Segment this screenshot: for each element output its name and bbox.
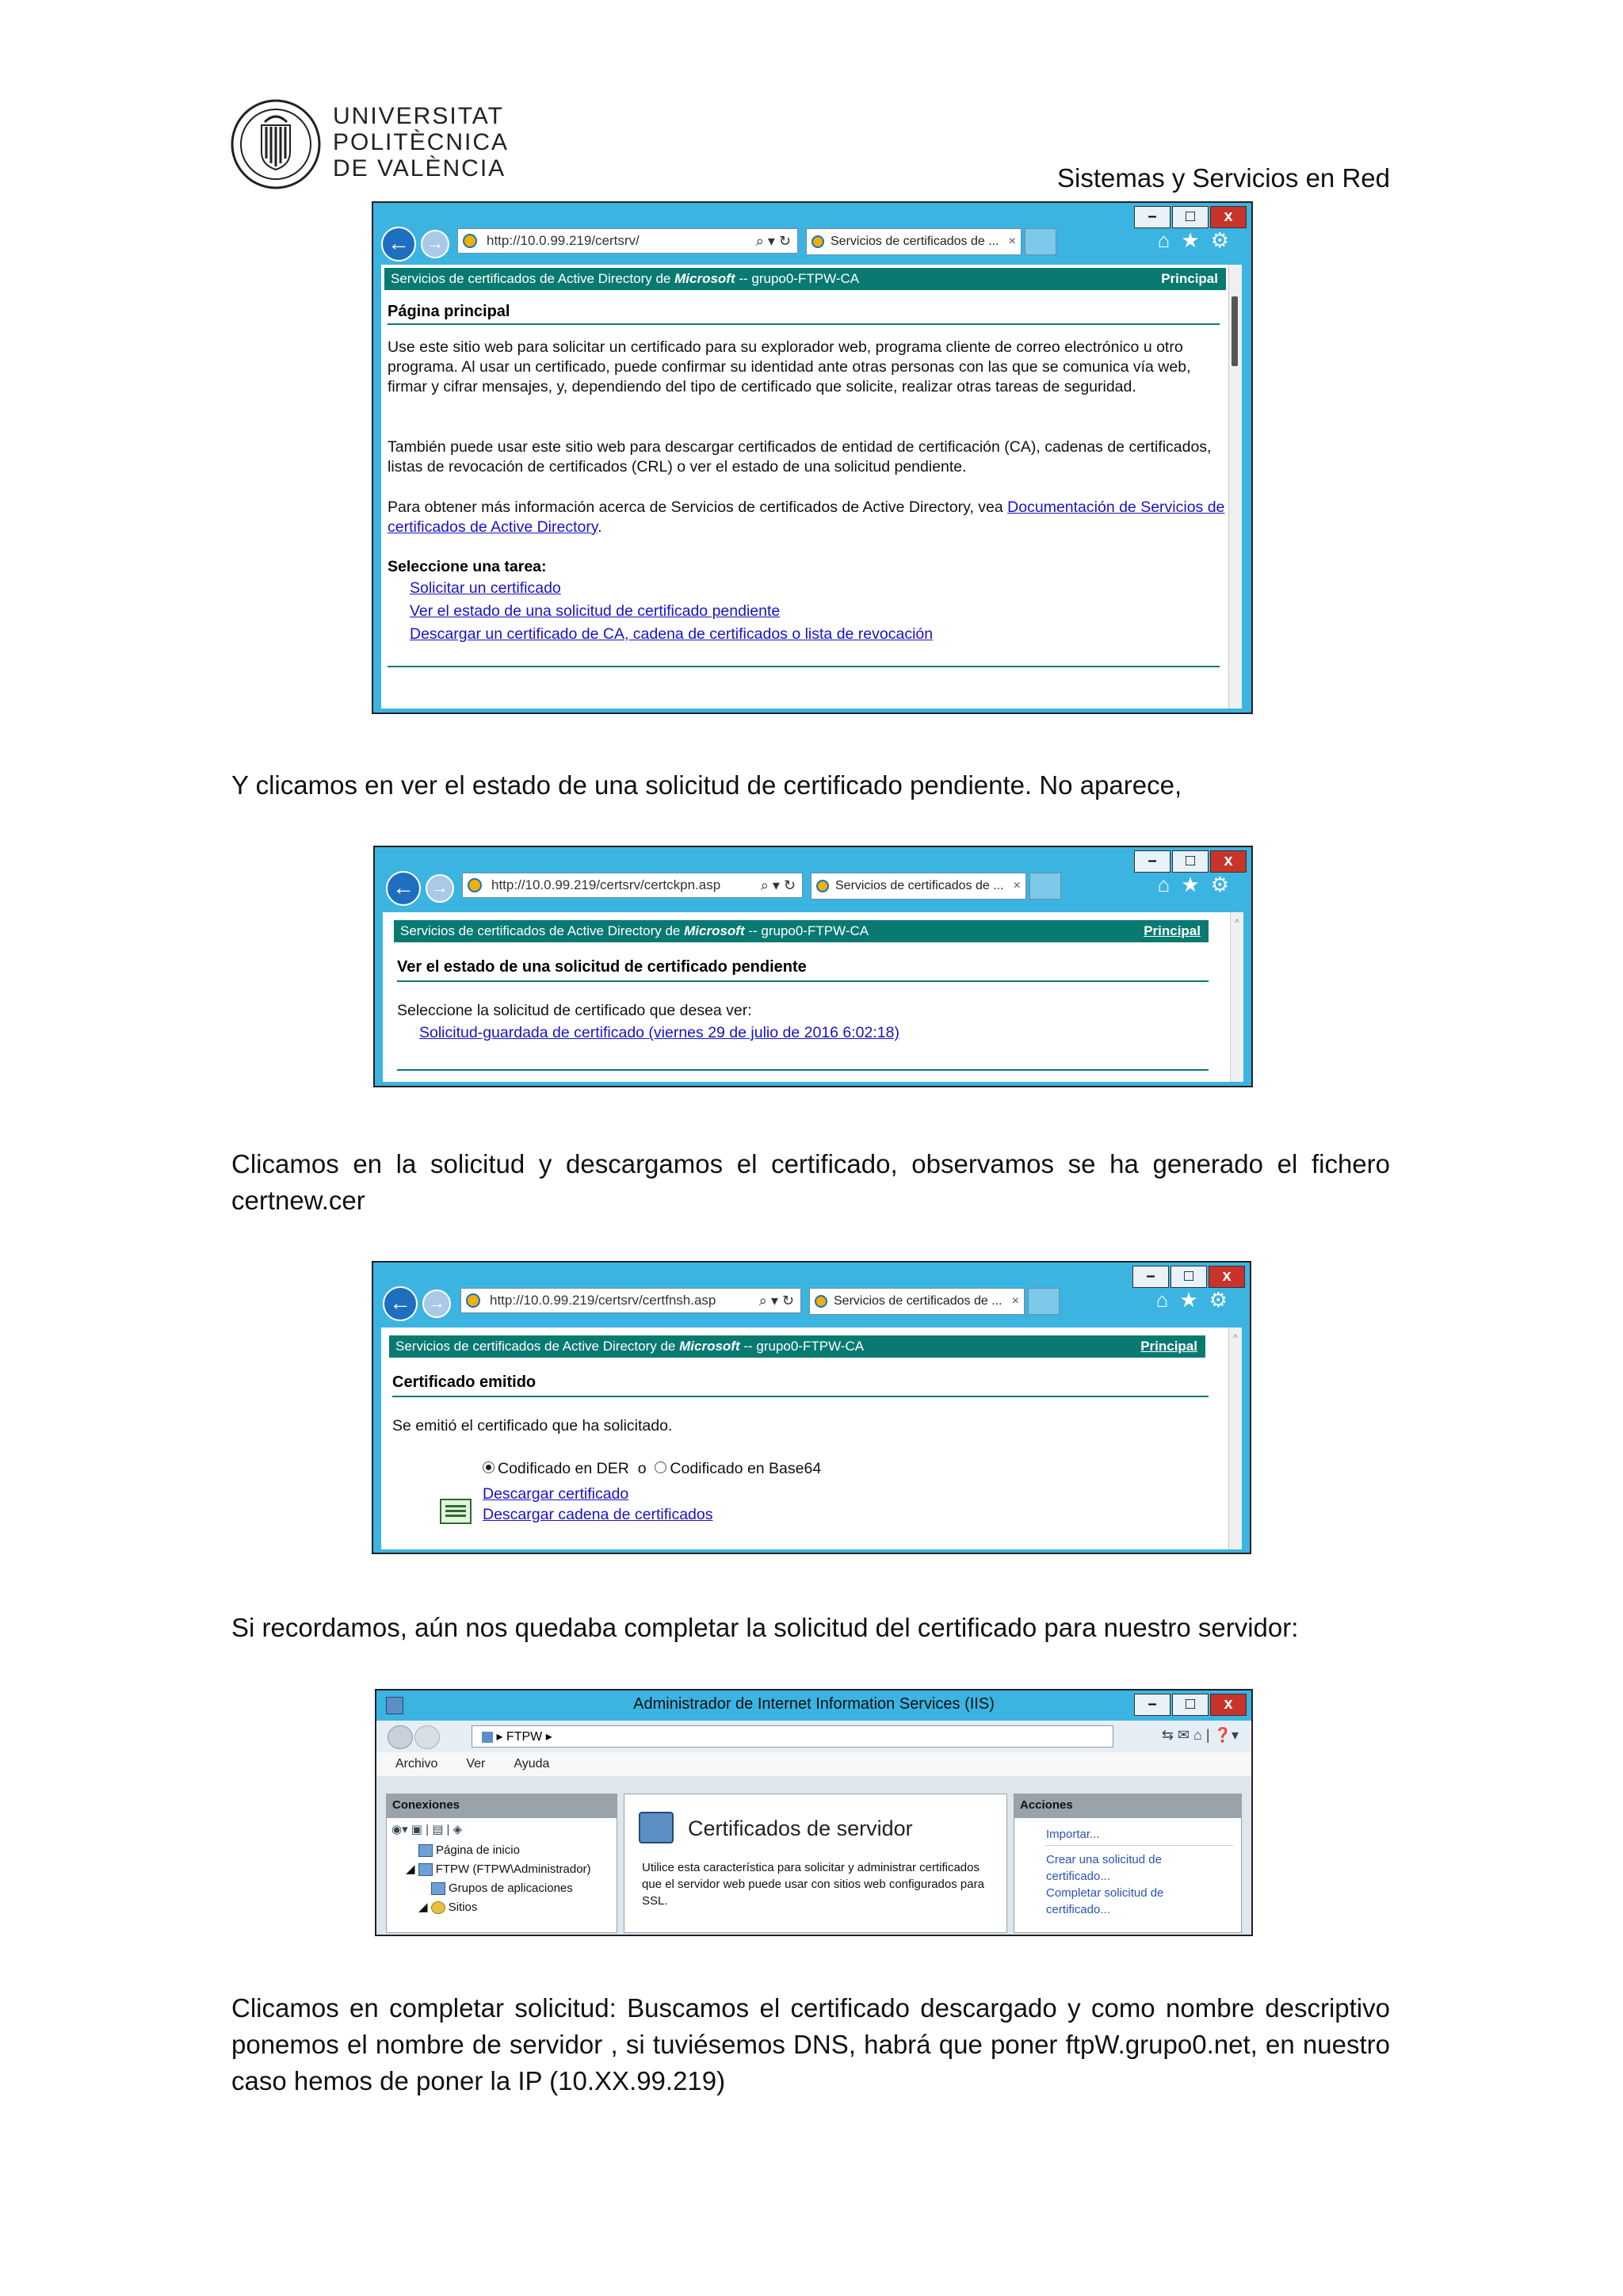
tree-home-label: Página de inicio — [436, 1843, 520, 1857]
menu-ver[interactable]: Ver — [466, 1757, 486, 1771]
banner-ca-name: -- grupo0-FTPW-CA — [744, 923, 869, 938]
university-seal-icon — [230, 98, 322, 190]
intro-paragraph: Use este sitio web para solicitar un certificado para su explorador web, programa cliente de correo electrónico u otro programa. Al usar un certificado, puede confirmar su identidad ante otras personas con las que se comunica vía web, firmar y cifrar mensajes, y, dependiendo del tipo de certificado que solicite, realizar otras tareas de seguridad. — [388, 338, 1191, 395]
maximize-icon[interactable]: □ — [1172, 206, 1209, 228]
server-certificates-icon — [639, 1812, 674, 1843]
iis-address-bar — [376, 1721, 1251, 1753]
encoding-options — [483, 1459, 821, 1479]
action-create-request[interactable]: Crear una solicitud de certificado... — [1046, 1853, 1162, 1883]
screenshot-certificate-issued — [372, 1261, 1251, 1554]
iis-title-bar — [376, 1690, 1251, 1721]
forward-arrow-icon[interactable]: → — [426, 874, 454, 903]
browser-tools-icons[interactable]: ⌂★⚙ — [1157, 228, 1240, 252]
tree-home[interactable] — [418, 1842, 520, 1859]
forward-arrow-icon[interactable]: → — [421, 230, 449, 258]
banner-ca-name: -- grupo0-FTPW-CA — [739, 1339, 865, 1354]
university-line-3: DE VALÈNCIA — [333, 155, 506, 181]
der-label: Codificado en DER — [498, 1460, 629, 1477]
app-pools-icon — [431, 1882, 445, 1895]
maximize-icon[interactable]: □ — [1172, 1694, 1209, 1716]
base64-radio[interactable] — [655, 1461, 666, 1473]
minimize-icon[interactable]: – — [1132, 1266, 1169, 1288]
docs-paragraph: Para obtener más información acerca de Servicios de certificados de Active Directory, vea Documentación de Servicios de certificados de Active Directory. — [388, 499, 1225, 536]
task-download-ca-link[interactable]: Descargar un certificado de CA, cadena de certificados o lista de revocación — [410, 625, 934, 643]
close-icon[interactable]: x — [1209, 1266, 1245, 1288]
scrollbar[interactable] — [1228, 1328, 1242, 1549]
window-controls — [1134, 850, 1247, 873]
toolbar-icons[interactable]: ⇆ ✉ ⌂ | ❓▾ — [1161, 1727, 1239, 1743]
ie-icon — [815, 1295, 827, 1308]
search-refresh-icon[interactable]: ⌕ ▾ ↻ — [758, 1293, 794, 1308]
scroll-up-icon[interactable]: ^ — [1233, 1332, 1238, 1343]
issued-message: Se emitió el certificado que ha solicitado. — [392, 1417, 673, 1435]
banner-text: Servicios de certificados de Active Directory de — [391, 271, 675, 286]
task-heading: Seleccione una tarea: — [388, 558, 547, 575]
address-bar[interactable] — [457, 228, 798, 254]
download-certificate-link[interactable]: Descargar certificado — [483, 1485, 629, 1503]
menu-ayuda[interactable]: Ayuda — [514, 1757, 550, 1771]
screenshot-certsrv-home — [372, 201, 1253, 714]
menu-bar — [376, 1752, 1251, 1776]
tree-server-label: FTPW (FTPW\Administrador) — [435, 1862, 591, 1876]
home-link[interactable]: Principal — [1140, 1339, 1197, 1354]
docs-text: Para obtener más información acerca de Servicios de certificados de Active Directory, vea — [388, 499, 1008, 516]
browser-tools-icons[interactable]: ⌂★⚙ — [1157, 873, 1240, 896]
banner-ca-name: -- grupo0-FTPW-CA — [735, 271, 860, 286]
server-icon — [418, 1863, 433, 1876]
minimize-icon[interactable]: – — [1134, 850, 1170, 873]
base64-label: Codificado en Base64 — [670, 1460, 822, 1477]
paragraph-1: Y clicamos en ver el estado de una solicitud de certificado pendiente. No aparece, — [231, 770, 1182, 800]
heading-rule — [388, 323, 1220, 325]
action-divider — [1046, 1845, 1233, 1846]
page-heading: Ver el estado de una solicitud de certificado pendiente — [397, 958, 807, 976]
docs-link[interactable]: Documentación de Servicios de certificados de Active Directory — [388, 499, 1225, 536]
breadcrumb[interactable]: ▸ FTPW ▸ — [472, 1725, 1113, 1748]
tree-sites[interactable]: ◢ Sitios — [418, 1901, 478, 1914]
paragraph-3: Si recordamos, aún nos quedaba completar la solicitud del certificado para nuestro servidor: — [231, 1613, 1299, 1642]
paragraph-4: Clicamos en completar solicitud: Buscamos el certificado descargado y como nombre descriptivo ponemos el nombre de servidor , si tuviésemos DNS, habrá que poner ftpW.grupo0.net, en nuestro caso hemos de poner la IP (10.XX.99.219) — [231, 1993, 1390, 2095]
close-icon[interactable]: x — [1210, 206, 1247, 228]
back-arrow-icon[interactable] — [388, 1725, 413, 1749]
select-request-prompt: Seleccione la solicitud de certificado que desea ver: — [397, 1002, 752, 1019]
ie-icon — [463, 234, 477, 248]
address-url: http://10.0.99.219/certsrv/ — [487, 233, 640, 248]
browser-tab[interactable] — [811, 873, 1026, 900]
close-icon[interactable]: x — [1210, 850, 1247, 873]
tab-close-icon[interactable]: × — [1013, 879, 1021, 892]
heading-rule — [392, 1396, 1209, 1397]
connections-toolbar[interactable]: ◉▾ ▣ | ▤ | ◈ — [391, 1823, 463, 1836]
globe-icon — [431, 1901, 445, 1914]
banner-brand: Microsoft — [679, 1339, 740, 1354]
ie-icon — [816, 880, 829, 892]
action-complete-request[interactable]: Completar solicitud de certificado... — [1046, 1886, 1164, 1916]
back-arrow-icon[interactable]: ← — [381, 227, 416, 262]
der-radio[interactable] — [483, 1461, 495, 1473]
forward-arrow-icon[interactable] — [414, 1725, 440, 1749]
address-bar[interactable] — [460, 1288, 801, 1313]
menu-archivo[interactable]: Archivo — [395, 1757, 438, 1771]
connections-header: Conexiones — [386, 1794, 617, 1817]
connections-pane — [386, 1817, 617, 1933]
home-page-icon — [418, 1844, 433, 1857]
address-url: http://10.0.99.219/certsrv/certfnsh.asp — [490, 1293, 716, 1308]
breadcrumb-server[interactable]: FTPW — [506, 1730, 543, 1744]
browser-tab[interactable] — [806, 228, 1022, 255]
page-banner — [394, 920, 1209, 942]
certificate-icon — [440, 1499, 472, 1524]
page-banner — [384, 268, 1226, 290]
new-tab-button[interactable] — [1028, 1288, 1060, 1315]
ca-paragraph: También puede usar este sitio web para descargar certificados de entidad de certificación (CA), cadenas de certificados, listas de revocación de certificados (CRL) o ver el estado de una solicitud pendiente. — [388, 438, 1212, 476]
university-line-1: UNIVERSITAT — [333, 103, 504, 129]
feature-pane — [624, 1794, 1007, 1933]
screenshot-iis-manager — [375, 1689, 1253, 1936]
tab-title: Servicios de certificados de ... — [831, 235, 999, 248]
saved-request-link[interactable]: Solicitud-guardada de certificado (viernes 29 de julio de 2016 6:02:18) — [419, 1024, 899, 1041]
banner-text: Servicios de certificados de Active Directory de — [400, 923, 685, 938]
scrollbar-thumb[interactable] — [1232, 296, 1238, 366]
close-icon[interactable]: x — [1210, 1694, 1247, 1716]
browser-tab[interactable] — [809, 1288, 1025, 1315]
tab-close-icon[interactable]: × — [1011, 1294, 1019, 1308]
address-bar[interactable] — [462, 873, 803, 898]
scrollbar[interactable] — [1230, 912, 1243, 1082]
university-logo — [230, 98, 539, 190]
page-heading: Certificado emitido — [392, 1373, 537, 1391]
tree-sites-label: Sitios — [448, 1901, 478, 1914]
screenshot-pending-request — [373, 846, 1253, 1087]
ie-icon — [812, 235, 824, 248]
banner-brand: Microsoft — [674, 271, 735, 286]
university-name — [333, 103, 509, 181]
home-link[interactable]: Principal — [1144, 923, 1201, 938]
window-controls — [1132, 1266, 1245, 1288]
window-controls — [1134, 1694, 1247, 1716]
banner-text: Servicios de certificados de Active Directory de — [395, 1339, 680, 1354]
new-tab-button[interactable] — [1029, 873, 1061, 900]
task-request-cert-link[interactable]: Solicitar un certificado — [410, 579, 561, 597]
actions-header: Acciones — [1014, 1794, 1242, 1817]
ie-icon — [468, 878, 482, 892]
minimize-icon[interactable]: – — [1134, 1694, 1170, 1716]
actions-pane — [1014, 1817, 1242, 1933]
new-tab-button[interactable] — [1025, 228, 1056, 255]
page-banner — [389, 1335, 1205, 1358]
maximize-icon[interactable]: □ — [1172, 850, 1209, 873]
tab-title: Servicios de certificados de ... — [834, 1294, 1002, 1308]
page-heading: Página principal — [388, 303, 510, 320]
heading-rule — [397, 980, 1209, 982]
feature-description: Utilice esta característica para solicitar y administrar certificados que el servidor web puede usar con sitios web configurados para SSL. — [642, 1861, 984, 1908]
tree-app-pools-label: Grupos de aplicaciones — [449, 1881, 573, 1895]
forward-arrow-icon[interactable]: → — [422, 1289, 451, 1318]
home-link[interactable]: Principal — [1161, 271, 1218, 286]
search-refresh-icon[interactable]: ⌕ ▾ ↻ — [760, 877, 796, 893]
scroll-up-icon[interactable]: ^ — [1235, 917, 1239, 928]
tree-server[interactable]: ◢ FTPW (FTPW\Administrador) — [406, 1862, 591, 1876]
minimize-icon[interactable]: – — [1134, 206, 1170, 228]
banner-brand: Microsoft — [684, 923, 745, 938]
course-title: Sistemas y Servicios en Red — [1057, 163, 1390, 193]
feature-title: Certificados de servidor — [688, 1817, 913, 1840]
action-import[interactable]: Importar... — [1046, 1828, 1100, 1841]
server-icon — [482, 1732, 493, 1743]
iis-title: Administrador de Internet Information Services (IIS) — [633, 1695, 995, 1713]
paragraph-2: Clicamos en la solicitud y descargamos el certificado, observamos se ha generado el fichero certnew.cer — [231, 1149, 1390, 1215]
footer-rule — [388, 666, 1220, 667]
page-content — [381, 265, 1242, 709]
browser-tools-icons[interactable]: ⌂★⚙ — [1155, 1288, 1239, 1312]
ie-icon — [466, 1293, 480, 1308]
scrollbar[interactable] — [1228, 265, 1242, 709]
tree-app-pools[interactable] — [431, 1880, 573, 1897]
tab-close-icon[interactable]: × — [1008, 235, 1016, 248]
search-refresh-icon[interactable]: ⌕ ▾ ↻ — [755, 233, 791, 249]
or-label: o — [637, 1460, 647, 1477]
window-controls — [1134, 206, 1247, 228]
back-arrow-icon[interactable]: ← — [383, 1286, 418, 1321]
page-content — [383, 912, 1243, 1082]
task-pending-status-link[interactable]: Ver el estado de una solicitud de certificado pendiente — [410, 602, 781, 620]
tab-title: Servicios de certificados de ... — [835, 879, 1004, 892]
footer-rule — [397, 1069, 1209, 1071]
maximize-icon[interactable]: □ — [1170, 1266, 1207, 1288]
university-line-2: POLITÈCNICA — [333, 129, 510, 155]
back-arrow-icon[interactable]: ← — [386, 871, 421, 906]
address-url: http://10.0.99.219/certsrv/certckpn.asp — [491, 877, 721, 892]
page-content — [381, 1328, 1242, 1549]
download-chain-link[interactable]: Descargar cadena de certificados — [483, 1506, 713, 1523]
